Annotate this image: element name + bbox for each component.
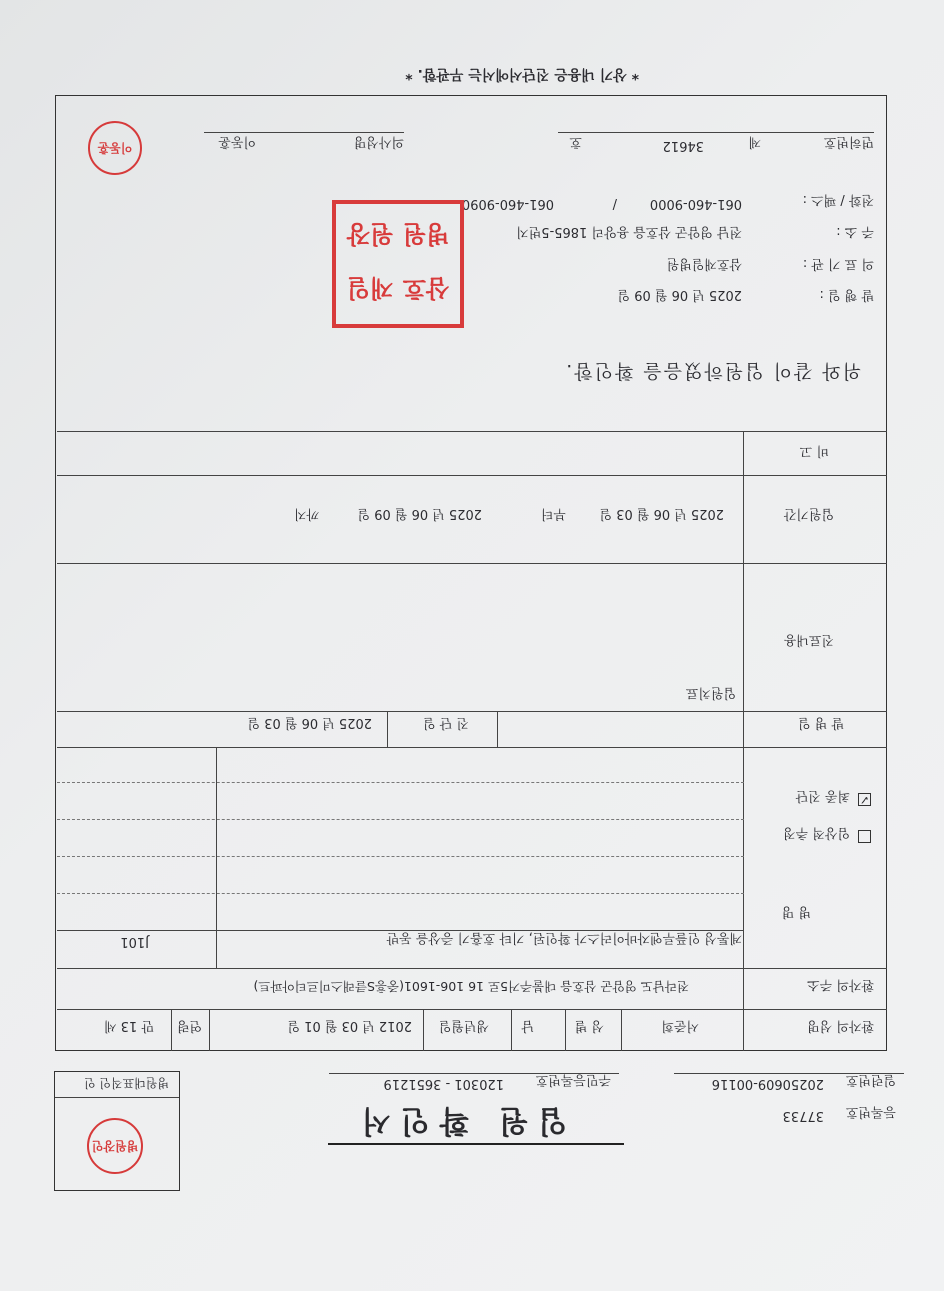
onset-label: 발 병 일 [798,715,844,730]
birth-value: 2012 년 03 월 01 일 [287,1018,412,1033]
phone-label: 전화 / 팩스 : [802,192,874,207]
diagnosis-date: 2025 년 06 월 03 일 [247,715,372,730]
diagnosis-code: J101 [120,934,149,949]
treatment-label: 진료내용 [783,632,834,647]
diagnosis-date-label: 진 단 일 [423,715,469,730]
inst-address-label: 주 소 : [836,224,874,239]
period-start: 2025 년 06 월 03 일 [599,506,724,521]
address-label: 환자의 주소 [807,977,874,992]
resident-no-value: 120301 - 3651219 [383,1076,504,1091]
provisional-label: 임상적 추정 [783,825,850,840]
footer-note: * 상기 내용은 진단서에서는 무관함. * [405,66,639,82]
director-seal-label: 병원대표직인 인 [84,1076,169,1090]
doc-no-value: 20250609-00116 [711,1076,824,1091]
institution-seal [332,200,464,328]
license-label: 면허번호 [823,134,874,149]
director-stamp: 병원장인 [87,1118,143,1174]
final-label: 최종 진단 [795,788,850,803]
title-underline [328,1143,624,1145]
license-prefix: 제 [748,134,761,149]
institution-name: 삼호재일병원 [666,256,742,271]
resident-no-label: 주민등록번호 [535,1072,611,1087]
page-title: 입원 확인서 [351,1103,567,1138]
doctor-name: 이동훈 [218,134,256,149]
statement: 위와 같이 입원하였음을 확인함. [564,360,861,382]
birth-label: 생년월일 [438,1018,489,1033]
reg-no-value: 37733 [782,1108,824,1123]
seal-char-1: 삼호 [402,274,450,303]
age-value: 만 13 세 [104,1018,154,1033]
issue-date-label: 발 행 일 : [819,287,874,302]
sex-value: 남 [521,1018,534,1033]
institution-label: 의 료 기 관 : [802,256,874,271]
patient-name-label: 환자의 성명 [807,1018,874,1033]
remarks-label: 비 고 [799,443,829,458]
doc-no-underline [674,1073,904,1074]
seal-char-3: 병원 [402,220,450,249]
diagnosis-label: 병 명 [781,904,811,919]
patient-name: 서준희 [661,1018,699,1033]
inst-address: 전남 영암군 삼호읍 용앙리 1865-5번지 [516,224,742,239]
patient-address: 전라남도 영암군 삼호읍 대불주거5로 16 106-1601(중흥S클래스미르티아파트) [253,979,689,994]
license-no: 34612 [662,138,704,153]
period-label: 입원기간 [783,506,834,521]
doctor-label: 의사성명 [353,134,404,149]
reg-no-label: 등록번호 [845,1104,896,1119]
phone-sep: / [612,196,617,211]
age-label: 연령 [176,1018,202,1033]
director-seal-box [54,1071,180,1191]
sex-label: 성 별 [574,1018,604,1033]
seal-char-4: 원장 [346,220,394,249]
fax-value: 061-460-9090 [461,196,554,211]
issue-date: 2025 년 06 월 09 일 [617,287,742,302]
period-from: 부터 [540,506,566,521]
doctor-stamp: 이동훈 [88,121,142,175]
final-checkbox[interactable]: ✓ [859,793,870,807]
doc-no-label: 일련번호 [845,1072,896,1087]
license-suffix: 호 [569,134,582,149]
resident-no-underline [329,1073,619,1074]
license-underline [558,132,874,133]
doctor-underline [204,132,404,133]
period-end: 2025 년 06 월 09 일 [357,506,482,521]
treatment-value: 입원치료 [685,685,736,700]
phone-value: 061-460-9000 [649,196,742,211]
seal-char-2: 재일 [346,274,394,303]
diagnosis-description: 계통성 인플루엔자바이러스가 확인된, 기타 호흡기 증상을 동반 [386,930,742,945]
provisional-checkbox[interactable] [858,830,871,843]
period-to: 까지 [293,506,319,521]
form-table [55,95,887,1051]
